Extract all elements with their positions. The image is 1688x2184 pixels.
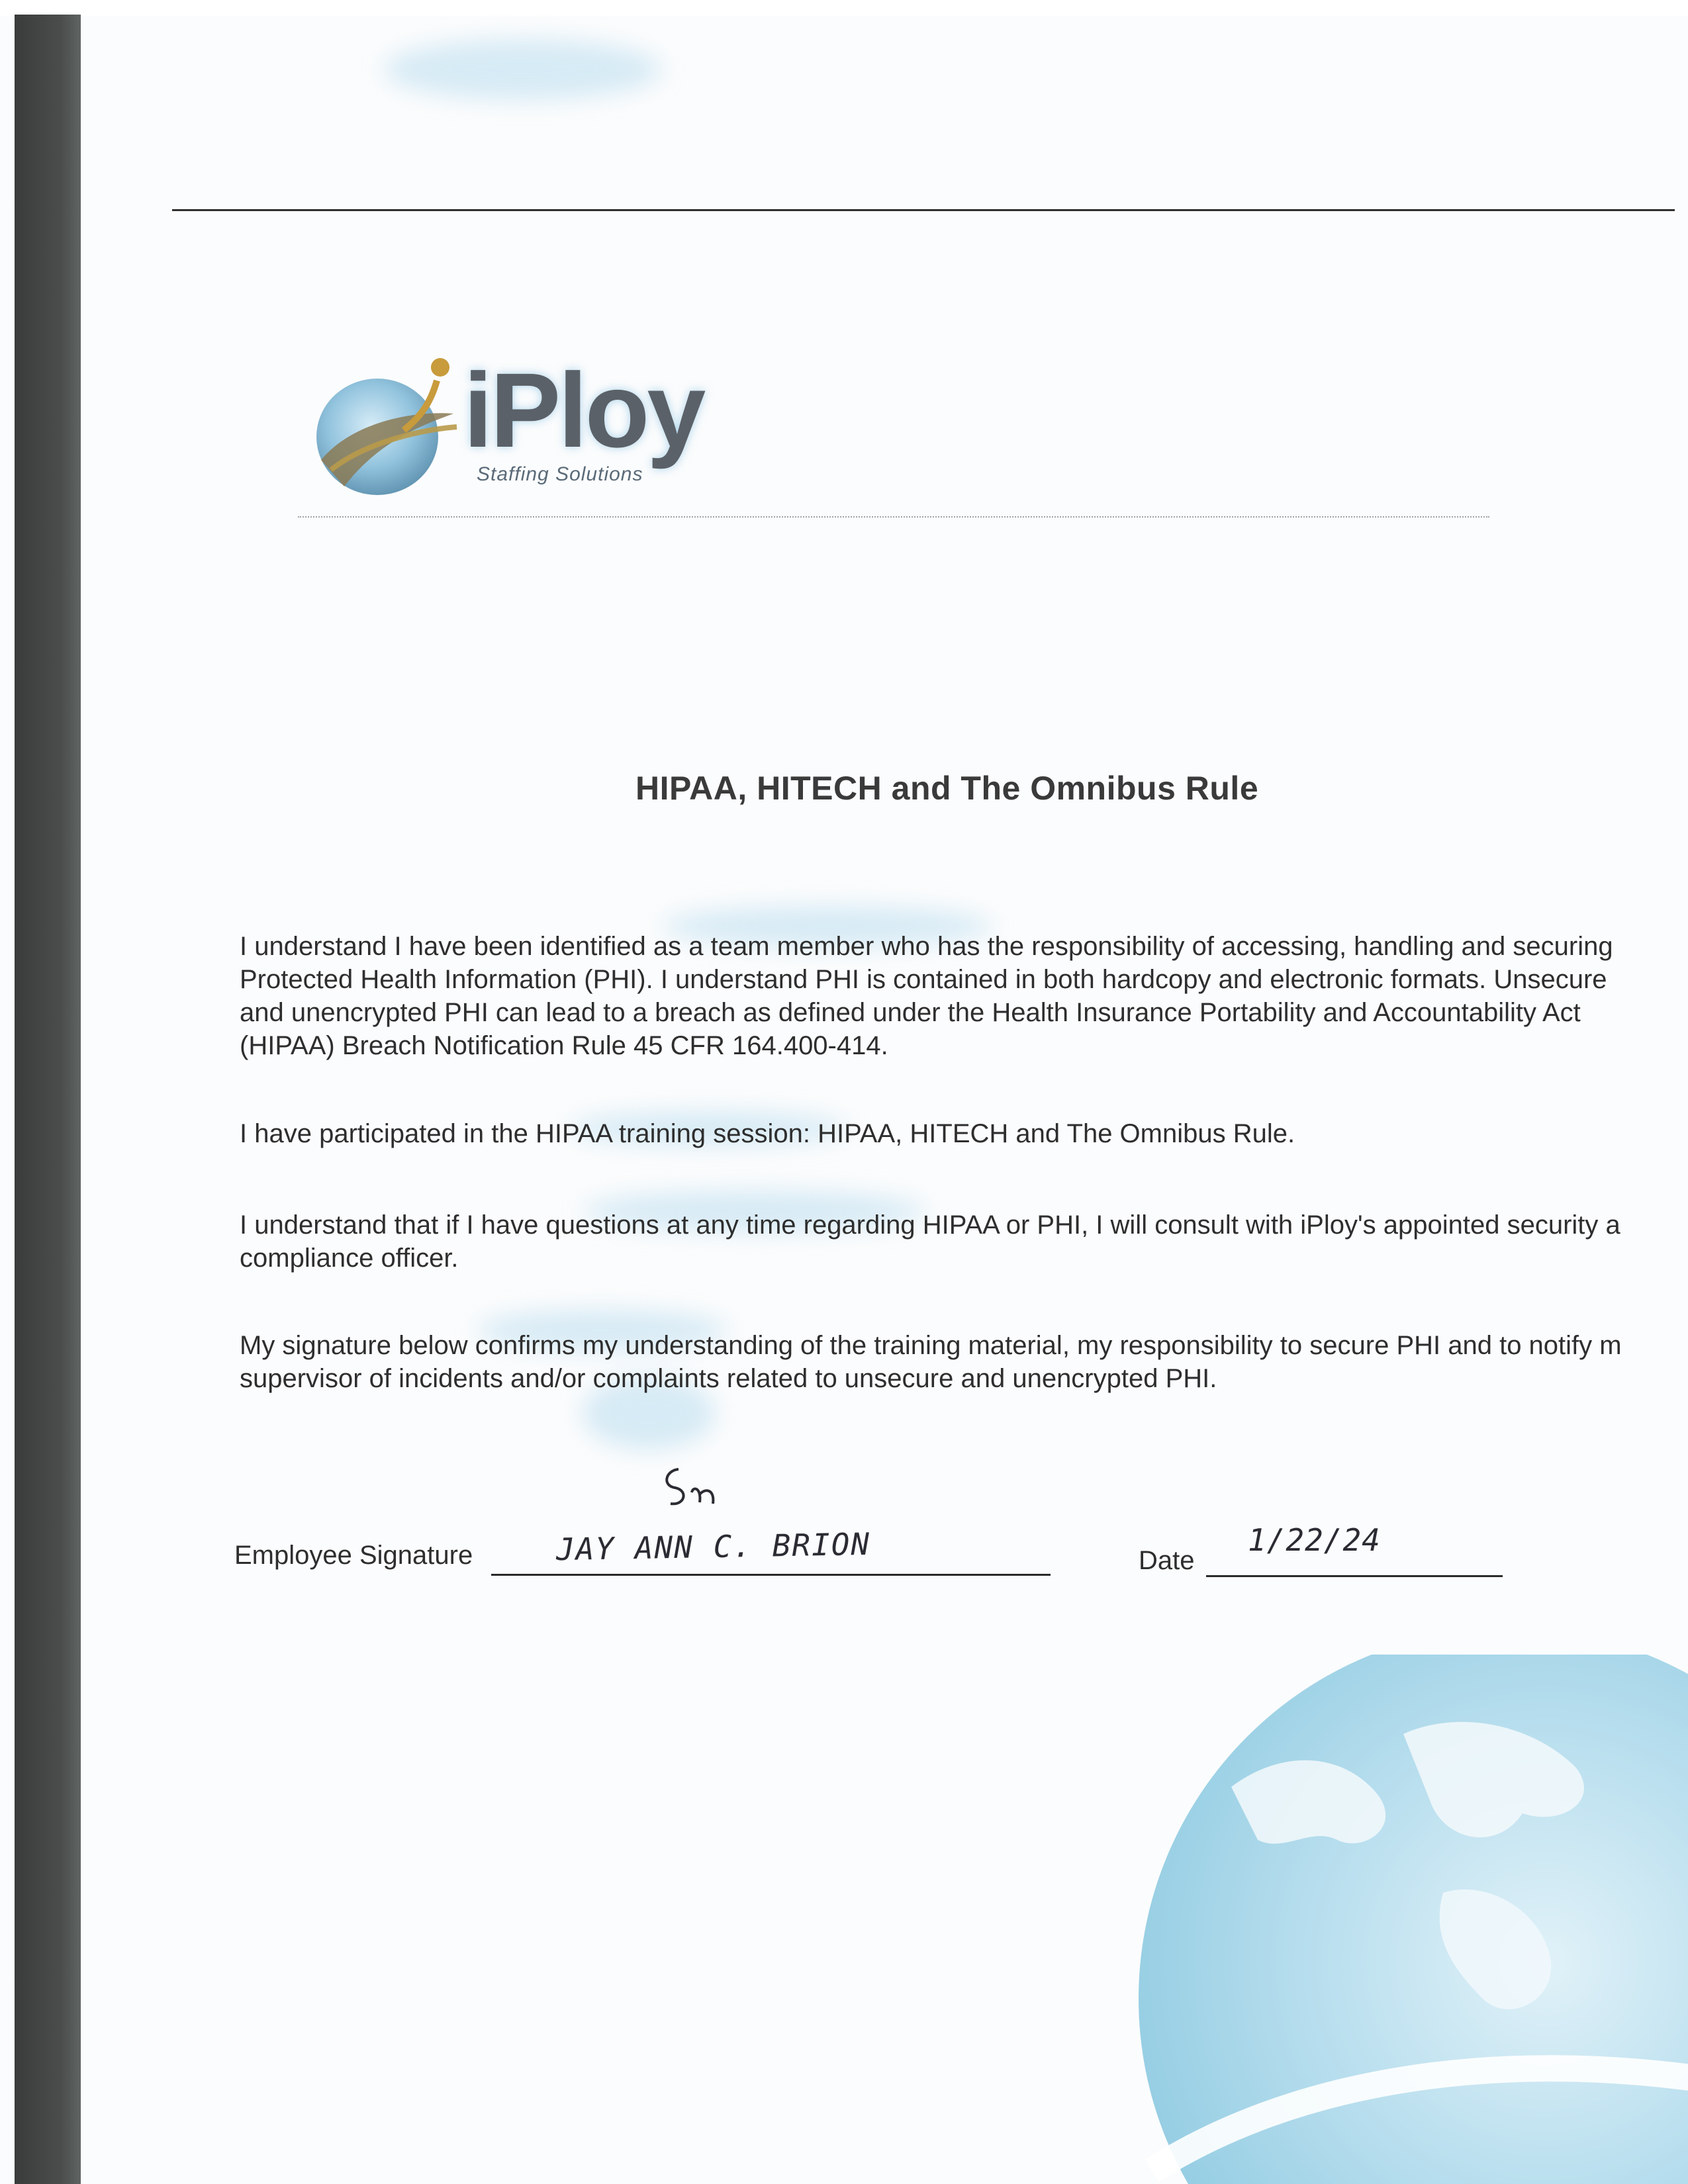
paragraph-security-officer: I understand that if I have questions at any time regarding HIPAA or PHI, I will consult with iPloy's appointed security a compliance officer. xyxy=(240,1210,1620,1273)
scan-top-margin xyxy=(0,0,1688,16)
employee-signature-line xyxy=(491,1574,1051,1576)
globe-watermark-icon xyxy=(1033,1655,1688,2184)
handwritten-initials-mark xyxy=(652,1463,725,1529)
header-rule xyxy=(172,209,1675,211)
globe-swoosh-icon xyxy=(305,344,463,503)
toner-smudge xyxy=(384,40,662,99)
paragraph-phi-responsibility: I understand I have been identified as a team member who has the responsibility of accessing, handling and securing Protected Health Information (PHI). I understand PHI is contained in both hardcopy and electronic formats. Unsecure and unencrypted PHI can lead to a breach as defined under the Health Insurance Portability and Accountability Act (HIPAA) Breach Notification Rule 45 CFR 164.400-414. xyxy=(240,932,1613,1060)
date-line xyxy=(1206,1575,1503,1577)
employee-signature: JAY ANN C. BRION xyxy=(555,1525,871,1568)
header-rule-faint xyxy=(298,516,1489,518)
date-label: Date xyxy=(1139,1546,1195,1575)
paragraph-signature-confirmation: My signature below confirms my understanding of the training material, my responsibility to secure PHI and to notify m supervisor of incidents and/or complaints related to unsecure and unencrypted PHI. xyxy=(240,1331,1622,1393)
paragraph-training-participation: I have participated in the HIPAA training session: HIPAA, HITECH and The Omnibus Rule. xyxy=(240,1119,1295,1148)
employee-signature-label: Employee Signature xyxy=(234,1541,473,1570)
signed-date: 1/22/24 xyxy=(1248,1522,1381,1558)
logo-tagline: Staffing Solutions xyxy=(477,463,643,485)
document-title: HIPAA, HITECH and The Omnibus Rule xyxy=(635,770,1259,807)
logo-wordmark: iPloy xyxy=(463,351,704,469)
scan-binding-edge xyxy=(15,15,81,2184)
iploy-logo xyxy=(305,331,781,516)
